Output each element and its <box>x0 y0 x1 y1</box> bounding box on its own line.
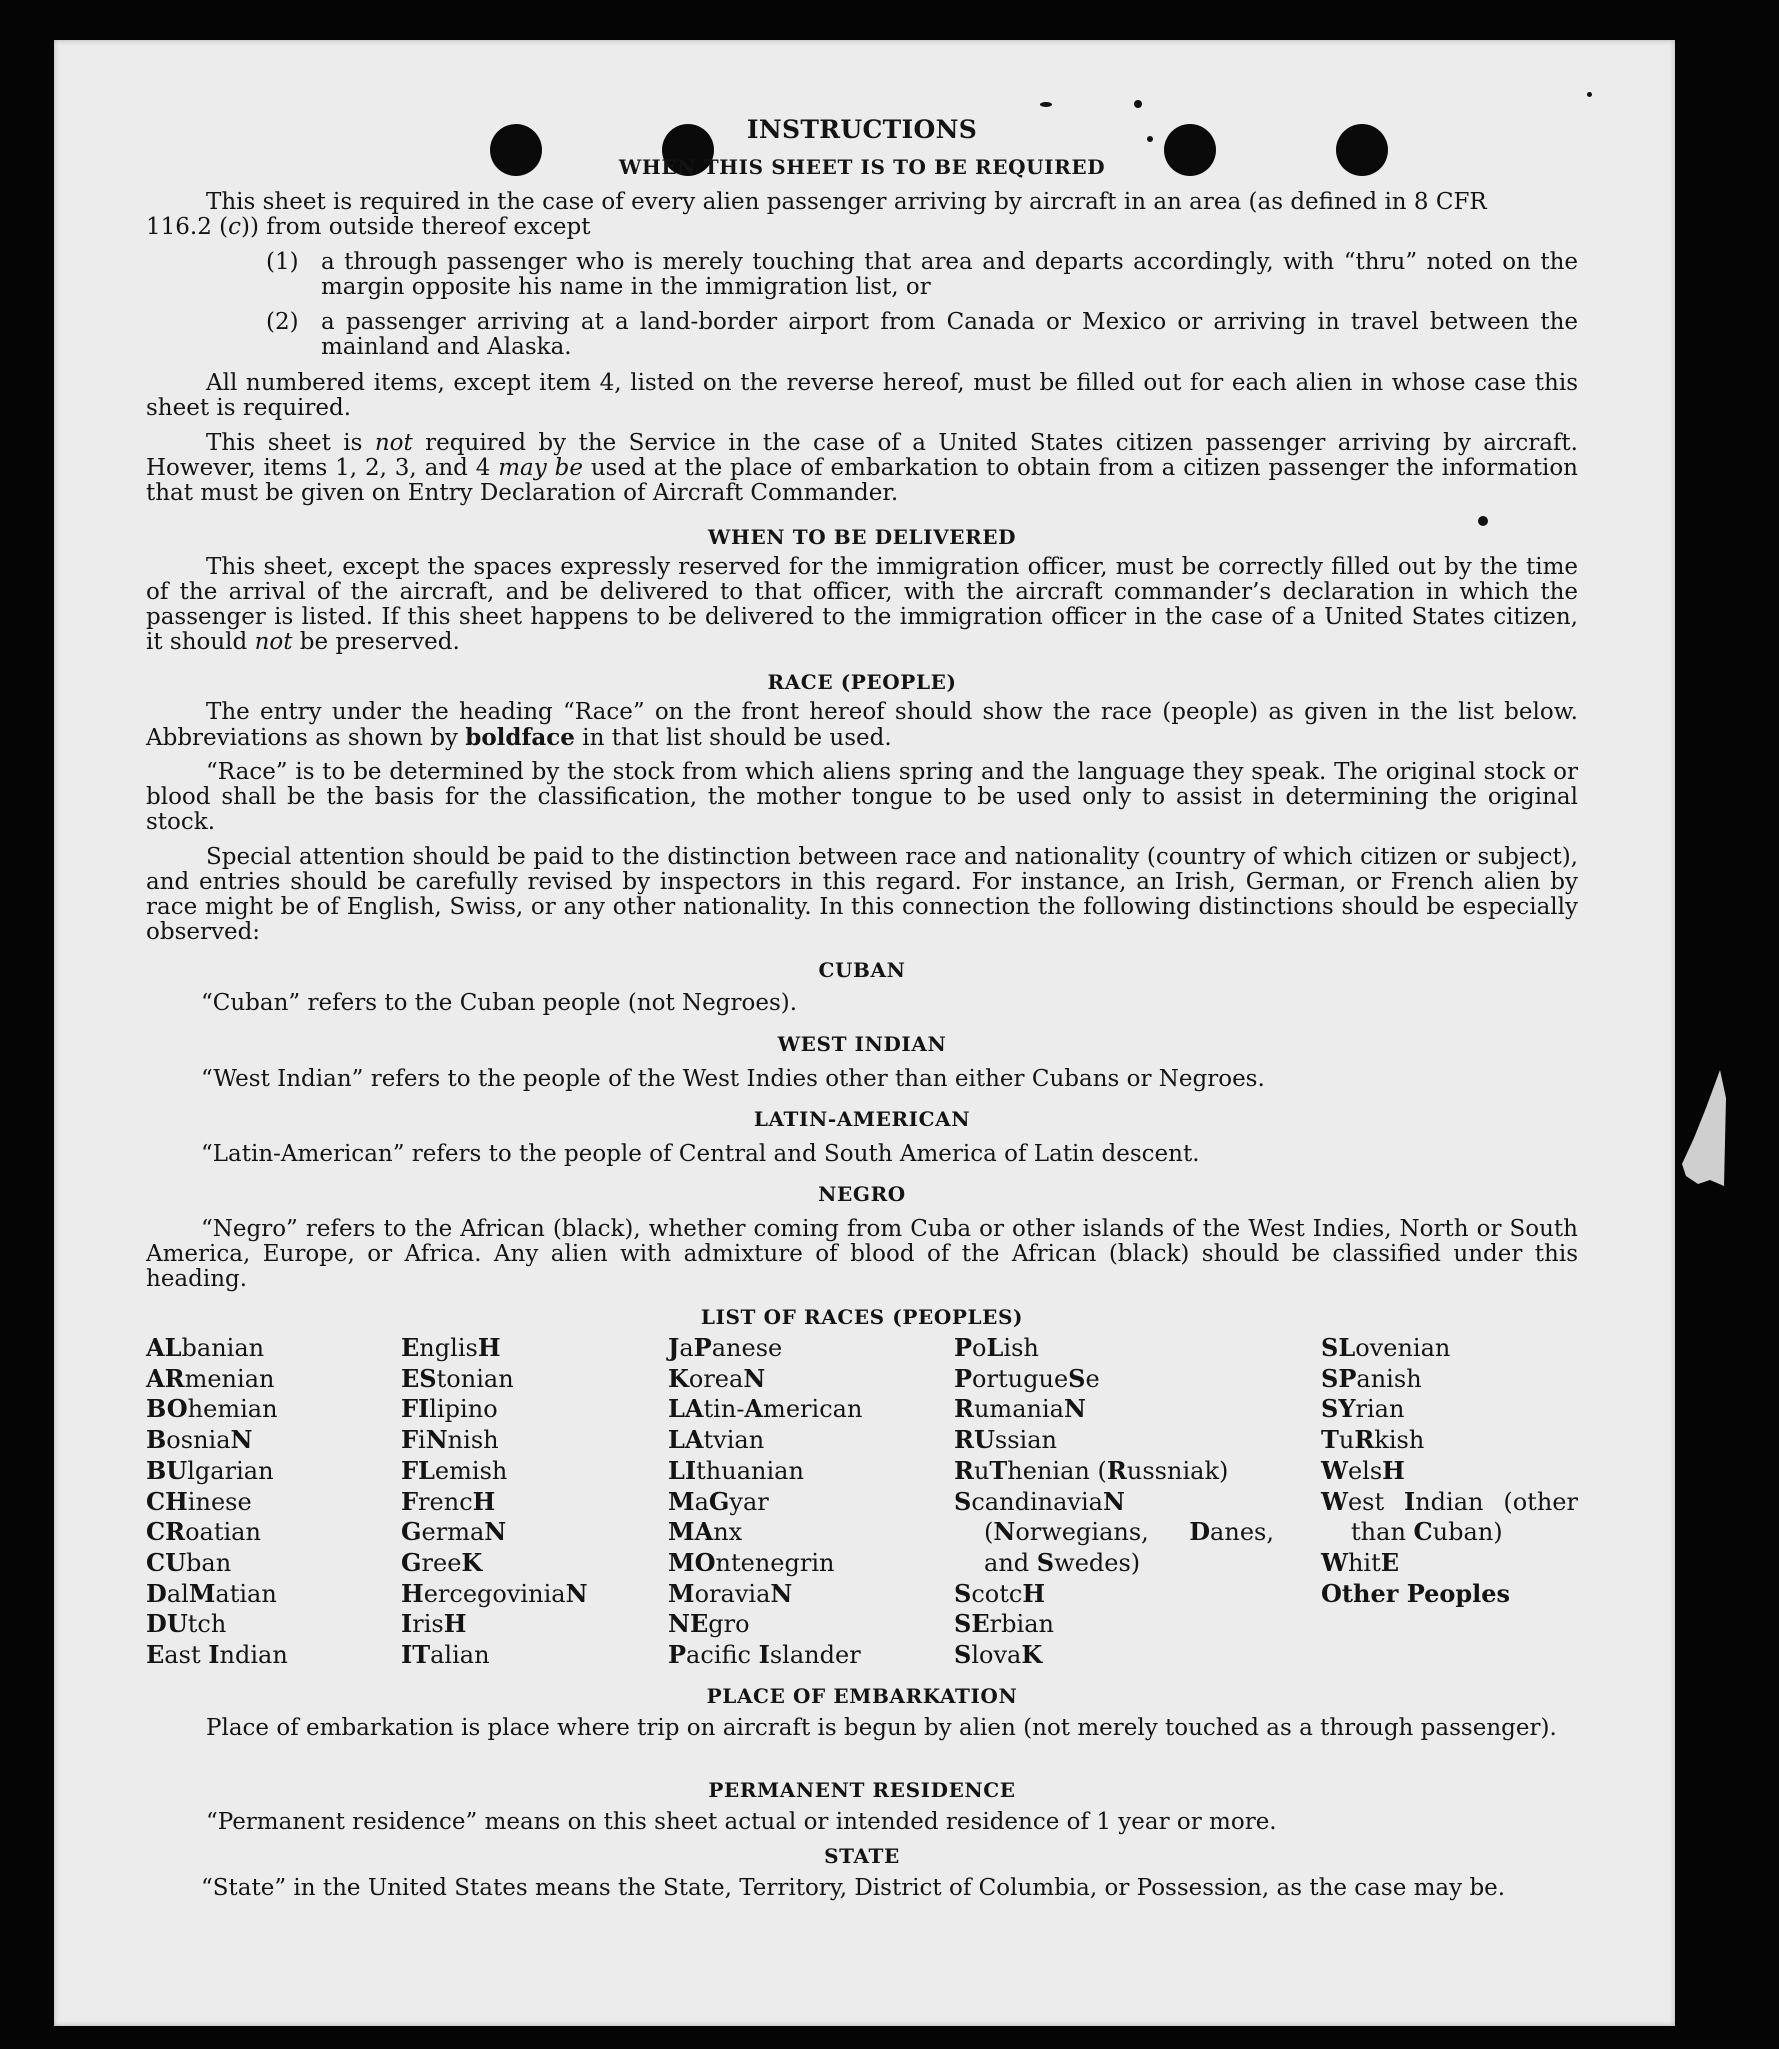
text-run: in that list should be used. <box>574 725 892 751</box>
race-entry: JaPanese <box>668 1333 783 1362</box>
text-run: used at the place of embarkation to obtain from a citizen passenger the information that must be given on Entry Declaration of Aircraft Commander. <box>146 455 1578 506</box>
race-entry: CUban <box>146 1547 232 1577</box>
item-text: a passenger arriving at a land-border airport from Canada or Mexico or arriving in travel between the mainland and Alaska. <box>321 309 1578 360</box>
race-entry: SErbian <box>954 1609 1054 1639</box>
citizen-paragraph <box>146 431 1578 506</box>
race-entry: BOhemian <box>146 1394 278 1424</box>
west-indian-text: “West Indian” refers to the people of the West Indies other than either Cubans or Negroes. <box>201 1066 1265 1092</box>
race-entry: FrencH <box>401 1486 496 1516</box>
embarkation-text: Place of embarkation is place where trip on aircraft is begun by alien (not merely touched as a through passenger). <box>206 1715 1557 1741</box>
race-entry: MOntenegrin <box>668 1547 835 1577</box>
race-entry: ITalian <box>401 1640 490 1670</box>
races-column-3 <box>668 1333 938 1671</box>
race-entry: MaGyar <box>668 1486 769 1516</box>
race-entry: DUtch <box>146 1609 227 1639</box>
heading-latin-american: LATIN-AMERICAN <box>753 1107 971 1131</box>
text-run: be preserved. <box>292 629 460 655</box>
heading-place-of-embarkation: PLACE OF EMBARKATION <box>706 1684 1018 1708</box>
races-column-5 <box>1321 1333 1578 1608</box>
heading-when-delivered: WHEN TO BE DELIVERED <box>707 525 1017 549</box>
race-entry: East Indian <box>146 1640 288 1670</box>
race-entry: SYrian <box>1321 1394 1405 1424</box>
heading-permanent-residence: PERMANENT RESIDENCE <box>708 1778 1016 1802</box>
race-entry: RUssian <box>954 1425 1058 1455</box>
cfr-ref-a: 116.2 ( <box>146 214 229 240</box>
race-entry: DalMatian <box>146 1578 277 1608</box>
race-entry: EStonian <box>401 1363 514 1393</box>
text-line <box>146 215 1578 240</box>
heading-race: RACE (PEOPLE) <box>767 670 957 694</box>
text-line: This sheet is required in the case of every alien passenger arriving by aircraft in an area (as defined in 8 CFR <box>206 189 1487 215</box>
document-page <box>54 40 1675 2026</box>
delivery-paragraph <box>146 555 1578 655</box>
text-run: This sheet, except the spaces expressly reserved for the immigration officer, must be correctly filled out by the time of the arrival of the aircraft, and be delivered to that officer, with the aircraft commander’s declaration in which the passenger is listed. If this sheet happens to be delivered to the immigration officer in the case of a United States citizen, it should <box>146 554 1578 655</box>
race-paragraph-2: “Race” is to be determined by the stock from which aliens spring and the language they speak. The original stock or blood shall be the basis for the classification, the mother tongue to be used only to assist in determining the original stock. <box>146 759 1578 835</box>
item-number: (1) <box>266 249 299 275</box>
cfr-ref-c: c <box>228 214 242 240</box>
item-number: (2) <box>266 309 299 335</box>
race-entry: GermaN <box>401 1517 507 1547</box>
race-entry: WhitE <box>1321 1547 1400 1577</box>
race-entry: IrisH <box>401 1609 467 1639</box>
when-required-paragraph <box>146 190 1578 240</box>
race-entry: PortugueSe <box>954 1363 1100 1393</box>
cfr-ref-b: )) from outside thereof except <box>241 214 591 240</box>
state-text: “State” in the United States means the State, Territory, District of Columbia, or Possession, as the case may be. <box>201 1875 1506 1901</box>
negro-text: “Negro” refers to the African (black), whether coming from Cuba or other islands of the West Indies, North or South America, Europe, or Africa. Any alien with admixture of blood of the African (black) should be classified under this heading. <box>146 1216 1578 1292</box>
heading-state: STATE <box>824 1844 900 1868</box>
races-column-4 <box>954 1333 1274 1671</box>
heading-list-of-races: LIST OF RACES (PEOPLES) <box>700 1305 1024 1329</box>
text-run: The entry under the heading “Race” on the front hereof should show the race (people) as given in the list below. Abbreviations as shown by <box>146 699 1578 751</box>
ink-speck <box>1134 100 1142 108</box>
race-entry: RuThenian (Russniak) <box>954 1455 1229 1485</box>
race-entry: KoreaN <box>668 1363 766 1393</box>
race-entry: GreeK <box>401 1547 483 1577</box>
heading-west-indian: WEST INDIAN <box>777 1032 947 1056</box>
race-entry: CHinese <box>146 1486 252 1516</box>
race-entry: BosniaN <box>146 1425 253 1455</box>
race-entry: ARmenian <box>146 1363 275 1393</box>
race-entry: ScandinaviaN (Norwegians, Danes, and Swedes) <box>954 1486 1274 1577</box>
race-entry: FLemish <box>401 1455 508 1485</box>
races-column-2 <box>401 1333 641 1671</box>
race-entry: PoLish <box>954 1333 1039 1362</box>
item-text: a through passenger who is merely touching that area and departs accordingly, with “thru” noted on the margin opposite his name in the immigration list, or <box>321 249 1578 300</box>
race-paragraph-1 <box>146 700 1578 751</box>
race-entry: ALbanian <box>146 1333 265 1362</box>
race-entry: ScotcH <box>954 1578 1046 1608</box>
race-entry: Pacifc Islander <box>668 1640 861 1670</box>
page-title: INSTRUCTIONS <box>746 115 978 144</box>
race-entry: MoraviaN <box>668 1578 793 1608</box>
text-run: This sheet is <box>206 430 375 456</box>
race-entry: TuRkish <box>1321 1425 1425 1455</box>
races-column-1 <box>146 1333 386 1671</box>
residence-text: “Permanent residence” means on this sheet actual or intended residence of 1 year or more. <box>206 1809 1277 1835</box>
race-entry: RumaniaN <box>954 1394 1086 1424</box>
race-entry: SLovenian <box>1321 1333 1451 1362</box>
emphasis-not: not <box>254 629 293 655</box>
race-entry: West Indian (other than Cuban) <box>1321 1486 1578 1547</box>
race-entry: EnglisH <box>401 1333 501 1362</box>
race-entry: BUlgarian <box>146 1455 274 1485</box>
race-paragraph-3: Special attention should be paid to the distinction between race and nationality (country of which citizen or subject), and entries should be carefully revised by inspectors in this regard. For instance, an Irish, German, or French alien by race might be of English, Swiss, or any other nationality. In this connection the following distinctions should be especially observed: <box>146 844 1578 945</box>
race-entry: WelsH <box>1321 1455 1405 1485</box>
race-entry: Other Peoples <box>1321 1578 1511 1608</box>
latin-american-text: “Latin-American” refers to the people of Central and South America of Latin descent. <box>201 1141 1200 1167</box>
cuban-text: “Cuban” refers to the Cuban people (not Negroes). <box>201 990 798 1016</box>
emphasis-may-be: may be <box>498 455 583 481</box>
race-entry: LAtin-American <box>668 1394 863 1424</box>
race-entry: CRoatian <box>146 1517 261 1547</box>
race-entry: SPanish <box>1321 1363 1422 1393</box>
heading-cuban: CUBAN <box>818 958 906 982</box>
emphasis-not: not <box>374 430 413 456</box>
boldface-word: boldface <box>465 724 575 751</box>
numbered-items-paragraph: All numbered items, except item 4, listed on the reverse hereof, must be filled out for each alien in whose case this sheet is required. <box>146 370 1578 421</box>
race-entry: LAtvian <box>668 1425 765 1455</box>
race-entry: FIlipino <box>401 1394 498 1424</box>
text-run: required by the Service in the case of a United States citizen passenger arriving by aircraft. However, items 1, 2, 3, and 4 <box>146 430 1578 481</box>
race-entry: SlovaK <box>954 1640 1043 1670</box>
ink-speck <box>1587 92 1592 97</box>
torn-paper-fragment <box>1680 1068 1730 1188</box>
race-entry: MAnx <box>668 1517 743 1547</box>
heading-negro: NEGRO <box>818 1182 906 1206</box>
heading-when-required: WHEN THIS SHEET IS TO BE REQUIRED <box>618 155 1106 179</box>
ink-speck <box>1040 102 1052 107</box>
race-entry: NEgro <box>668 1609 750 1639</box>
race-entry: LIthuanian <box>668 1455 804 1485</box>
race-entry: HercegoviniaN <box>401 1578 588 1608</box>
race-entry: FiNnish <box>401 1425 499 1455</box>
